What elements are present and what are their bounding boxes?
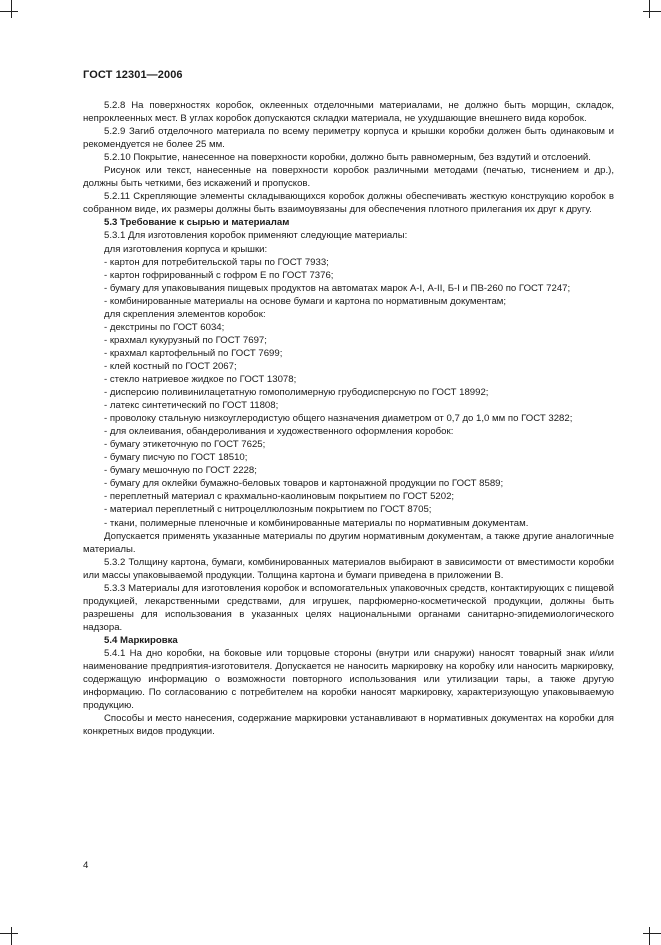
paragraph: 5.2.8 На поверхностях коробок, оклеенных отделочными материалами, не должно быть морщин, складок, непроклеенных мест. В углах коробок допускаются складки материала, не ухудшающие внешнего вида коробок. bbox=[83, 100, 614, 125]
paragraph: 5.2.11 Скрепляющие элементы складывающихся коробок должны обеспечивать жесткую конструкцию коробок в собранном виде, их размеры должны быть взаимоувязаны для обеспечения плотного прилегания их друг к другу. bbox=[83, 191, 614, 216]
list-item: - проволоку стальную низкоуглеродистую общего назначения диаметром от 0,7 до 1,0 мм по ГОСТ 3282; bbox=[104, 413, 573, 425]
paragraph: 5.4.1 На дно коробки, на боковые или торцовые стороны (внутри или снаружи) наносят товарный знак и/или наименование предприятия-изготовителя. Допускается не наносить маркировку на коробку или наносить маркировку, содержащую информацию о возможности повторного использования или утилизации тары, а также другую информацию. По согласованию с потребителем на коробки наносят маркировку, характеризующую упаковываемую продукцию. bbox=[83, 647, 614, 712]
crop-mark-top-left-h bbox=[0, 11, 18, 12]
crop-mark-bottom-left-v bbox=[11, 927, 12, 945]
list-item: - бумагу этикеточную по ГОСТ 7625; bbox=[104, 439, 266, 451]
list-item: - дисперсию поливинилацетатную гомополимерную грубодисперсную по ГОСТ 18992; bbox=[104, 387, 489, 399]
list-item: - материал переплетный с нитроцеллюлозным покрытием по ГОСТ 8705; bbox=[104, 504, 432, 516]
section-heading: 5.3 Требование к сырью и материалам bbox=[104, 217, 290, 229]
crop-mark-top-right-v bbox=[649, 0, 650, 18]
paragraph: 5.3.3 Материалы для изготовления коробок и вспомогательных упаковочных средств, контактирующих с пищевой продукцией, лекарственными средствами, для игрушек, парфюмерно-косметической продукции, должны быть разрешены для использования в указанных целях национальными органами санитарно-эпидемиологического надзора. bbox=[83, 582, 614, 633]
document-header: ГОСТ 12301—2006 bbox=[83, 69, 183, 81]
paragraph: 5.3.2 Толщину картона, бумаги, комбинированных материалов выбирают в зависимости от вместимости коробки или массы упаковываемой продукции. Толщина картона и бумаги приведена в приложении В. bbox=[83, 556, 614, 581]
list-item: - для оклеивания, обандероливания и художественного оформления коробок: bbox=[104, 426, 454, 438]
list-item: - клей костный по ГОСТ 2067; bbox=[104, 360, 237, 372]
crop-mark-top-left-v bbox=[11, 0, 12, 18]
list-item: - бумагу мешочную по ГОСТ 2228; bbox=[104, 465, 257, 477]
paragraph: 5.3.1 Для изготовления коробок применяют следующие материалы: bbox=[104, 230, 408, 242]
paragraph: Рисунок или текст, нанесенные на поверхности коробок различными методами (печатью, тиснением и др.), должны быть четкими, без искажений и пропусков. bbox=[83, 165, 614, 190]
crop-mark-bottom-right-v bbox=[649, 927, 650, 945]
list-item: - стекло натриевое жидкое по ГОСТ 13078; bbox=[104, 373, 297, 385]
list-item: - крахмал картофельный по ГОСТ 7699; bbox=[104, 347, 283, 359]
crop-mark-bottom-left-h bbox=[0, 933, 18, 934]
paragraph: Допускается применять указанные материалы по другим нормативным документам, а также другие аналогичные материалы. bbox=[83, 530, 614, 555]
list-item: - латекс синтетический по ГОСТ 11808; bbox=[104, 400, 279, 412]
page-number: 4 bbox=[83, 860, 89, 871]
list-item: - картон гофрированный с гофром Е по ГОСТ 7376; bbox=[104, 269, 334, 281]
list-item: - картон для потребительской тары по ГОСТ 7933; bbox=[104, 256, 329, 268]
section-heading: 5.4 Маркировка bbox=[104, 634, 178, 646]
list-item: - крахмал кукурузный по ГОСТ 7697; bbox=[104, 334, 267, 346]
list-item: - бумагу для упаковывания пищевых продуктов на автоматах марок А-I, А-II, Б-I и ПВ-260 по ГОСТ 7247; bbox=[104, 282, 571, 294]
paragraph: 5.2.9 Загиб отделочного материала по всему периметру корпуса и крышки коробки должен быть одинаковым и рекомендуется не более 25 мм. bbox=[83, 126, 614, 151]
list-item: - ткани, полимерные пленочные и комбинированные материалы по нормативным документам. bbox=[104, 517, 529, 529]
crop-mark-bottom-right-h bbox=[643, 933, 661, 934]
list-item: - бумагу писчую по ГОСТ 18510; bbox=[104, 452, 248, 464]
paragraph: 5.2.10 Покрытие, нанесенное на поверхности коробки, должно быть равномерным, без вздутий и отслоений. bbox=[104, 152, 591, 164]
list-item: - переплетный материал с крахмально-каолиновым покрытием по ГОСТ 5202; bbox=[104, 491, 455, 503]
paragraph: для изготовления корпуса и крышки: bbox=[104, 243, 268, 255]
list-item: - комбинированные материалы на основе бумаги и картона по нормативным документам; bbox=[104, 295, 507, 307]
list-item: - бумагу для оклейки бумажно-беловых товаров и картонажной продукции по ГОСТ 8589; bbox=[104, 478, 504, 490]
crop-mark-top-right-h bbox=[643, 11, 661, 12]
list-item: - декстрины по ГОСТ 6034; bbox=[104, 321, 225, 333]
paragraph: Способы и место нанесения, содержание маркировки устанавливают в нормативных документах на коробки для конкретных видов продукции. bbox=[83, 713, 614, 738]
document-body bbox=[83, 99, 614, 738]
paragraph: для скрепления элементов коробок: bbox=[104, 308, 266, 320]
